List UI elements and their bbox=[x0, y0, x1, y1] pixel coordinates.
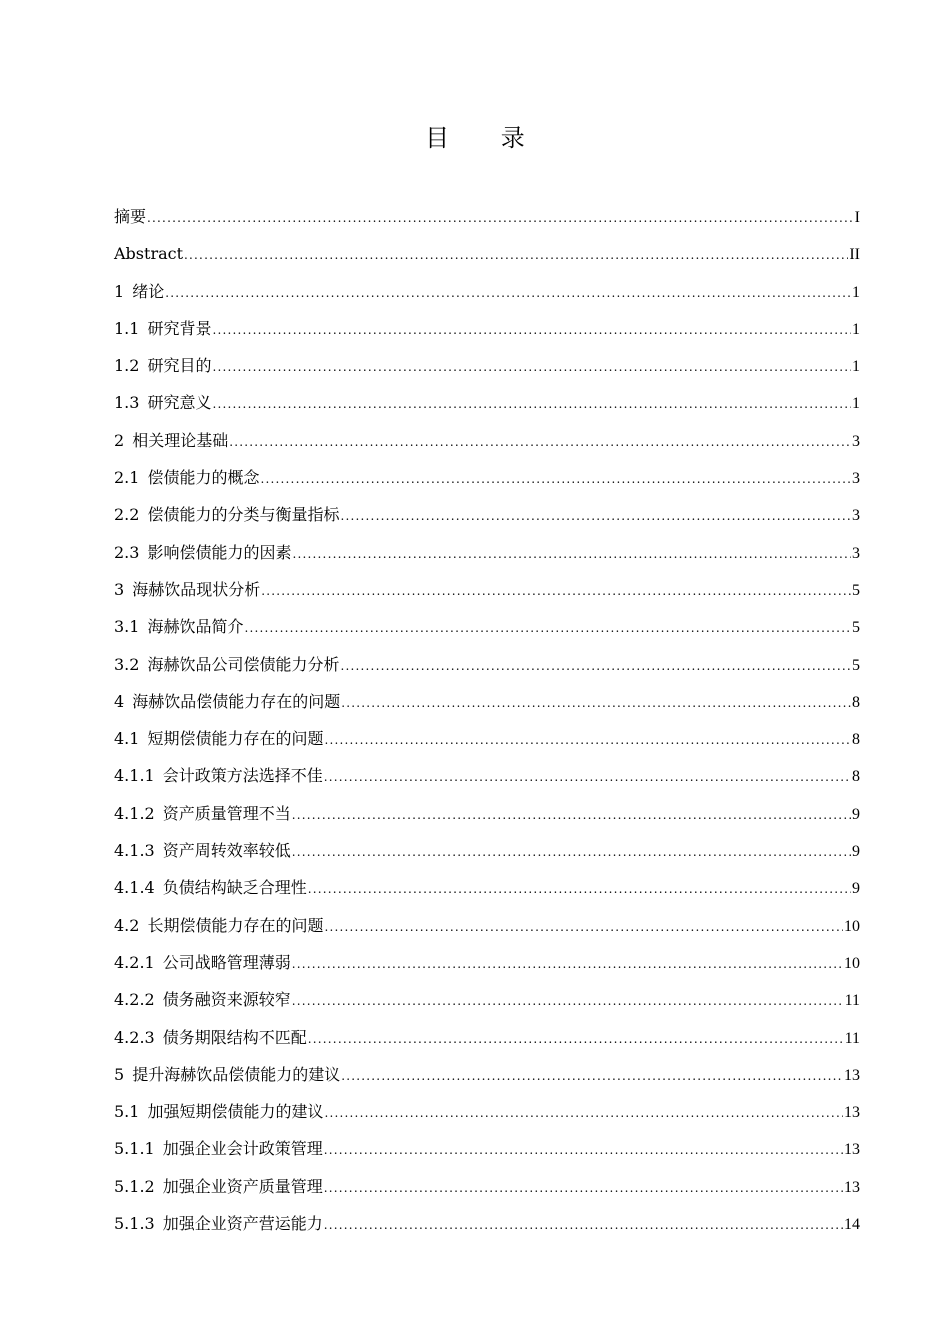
toc-entry-label bbox=[114, 1019, 307, 1056]
toc-entry-label bbox=[114, 273, 164, 310]
toc-entry-text: 偿债能力的分类与衡量指标 bbox=[147, 505, 340, 525]
toc-entry[interactable] bbox=[114, 720, 860, 757]
toc-entry-number: 5 bbox=[114, 1064, 125, 1084]
toc-entry-text: 加强企业资产营运能力 bbox=[162, 1214, 323, 1234]
toc-dot-leader bbox=[324, 1095, 843, 1132]
toc-page-number: 10 bbox=[844, 954, 860, 972]
toc-entry-label bbox=[114, 459, 259, 496]
toc-entry-label bbox=[114, 832, 291, 869]
toc-entry-number: 1.3 bbox=[114, 393, 140, 413]
toc-page-number: 5 bbox=[852, 619, 860, 637]
toc-page-number: 8 bbox=[852, 693, 860, 711]
toc-entry-number: 4.2.2 bbox=[114, 990, 155, 1010]
toc-entry-label bbox=[114, 608, 243, 645]
toc-entry-label bbox=[114, 1130, 323, 1167]
toc-dot-leader bbox=[341, 1058, 843, 1095]
toc-list bbox=[114, 198, 860, 1242]
toc-page-number: 13 bbox=[844, 1066, 860, 1084]
toc-entry-number: 4.2.3 bbox=[114, 1027, 155, 1047]
toc-dot-leader bbox=[261, 573, 851, 610]
toc-page-number: 1 bbox=[852, 320, 860, 338]
toc-dot-leader bbox=[292, 983, 844, 1020]
toc-entry-label bbox=[114, 310, 211, 347]
toc-dot-leader bbox=[212, 349, 851, 386]
toc-entry-text: 影响偿债能力的因素 bbox=[147, 542, 292, 562]
toc-entry-text: 会计政策方法选择不佳 bbox=[162, 766, 323, 786]
toc-entry[interactable] bbox=[114, 795, 860, 832]
toc-entry[interactable] bbox=[114, 1130, 860, 1167]
toc-page-number: 3 bbox=[852, 507, 860, 525]
toc-entry-text: 加强企业会计政策管理 bbox=[162, 1139, 323, 1159]
toc-entry-number: 4.1.4 bbox=[114, 878, 155, 898]
toc-page-number: 5 bbox=[852, 656, 860, 674]
toc-entry-number: 3.1 bbox=[114, 617, 140, 637]
toc-entry-number: 2.3 bbox=[114, 542, 140, 562]
toc-entry[interactable] bbox=[114, 347, 860, 384]
toc-entry[interactable] bbox=[114, 459, 860, 496]
toc-entry-text: 公司战略管理薄弱 bbox=[162, 952, 291, 972]
toc-dot-leader bbox=[324, 1170, 843, 1207]
toc-entry-label bbox=[114, 1205, 323, 1242]
toc-entry-text: 海赫饮品现状分析 bbox=[132, 579, 261, 599]
toc-entry-number: 4 bbox=[114, 691, 125, 711]
toc-entry-number: 1.1 bbox=[114, 318, 140, 338]
toc-entry-number: 4.1.1 bbox=[114, 766, 155, 786]
toc-page-number: 3 bbox=[852, 470, 860, 488]
toc-page-number: 5 bbox=[852, 581, 860, 599]
toc-entry[interactable] bbox=[114, 422, 860, 459]
toc-entry-label bbox=[114, 944, 291, 981]
toc-entry-label bbox=[114, 422, 228, 459]
toc-entry-text: 摘要 bbox=[114, 207, 147, 226]
toc-page-number: 3 bbox=[852, 432, 860, 450]
toc-dot-leader bbox=[308, 1021, 844, 1058]
toc-entry-text: 海赫饮品公司偿债能力分析 bbox=[147, 654, 340, 674]
toc-dot-leader bbox=[292, 946, 843, 983]
toc-entry-label bbox=[114, 571, 260, 608]
toc-entry-text: 相关理论基础 bbox=[132, 430, 229, 450]
toc-dot-leader bbox=[212, 312, 851, 349]
toc-page-number: II bbox=[849, 246, 860, 264]
toc-entry-number: 3.2 bbox=[114, 654, 140, 674]
toc-entry-text: 资产周转效率较低 bbox=[162, 841, 291, 861]
toc-entry-number: 5.1.3 bbox=[114, 1214, 155, 1234]
toc-entry-label bbox=[114, 534, 291, 571]
toc-entry[interactable] bbox=[114, 273, 860, 310]
toc-dot-leader bbox=[184, 237, 848, 274]
toc-dot-leader bbox=[292, 834, 851, 871]
toc-page-number: 1 bbox=[852, 358, 860, 376]
toc-page-number: 8 bbox=[852, 731, 860, 749]
toc-page-number: 11 bbox=[844, 992, 860, 1010]
toc-entry-number: 1.2 bbox=[114, 356, 140, 376]
toc-entry-text: 研究目的 bbox=[147, 356, 212, 376]
toc-entry[interactable] bbox=[114, 310, 860, 347]
toc-entry[interactable] bbox=[114, 571, 860, 608]
toc-entry[interactable] bbox=[114, 496, 860, 533]
toc-entry-label bbox=[114, 683, 340, 720]
toc-entry-text: 绪论 bbox=[132, 281, 165, 301]
toc-entry-text: 加强短期偿债能力的建议 bbox=[147, 1102, 324, 1122]
toc-entry[interactable] bbox=[114, 1019, 860, 1056]
toc-entry-number: 4.1.2 bbox=[114, 803, 155, 823]
toc-entry-label bbox=[114, 907, 323, 944]
toc-entry-text: 负债结构缺乏合理性 bbox=[162, 878, 307, 898]
toc-dot-leader bbox=[292, 797, 851, 834]
toc-dot-leader bbox=[340, 498, 851, 535]
toc-dot-leader bbox=[260, 461, 851, 498]
toc-title: 目 录 bbox=[425, 124, 547, 152]
toc-entry-number: 1 bbox=[114, 281, 125, 301]
toc-dot-leader bbox=[324, 1132, 843, 1169]
toc-entry[interactable] bbox=[114, 646, 860, 683]
toc-dot-leader bbox=[244, 610, 851, 647]
toc-entry[interactable] bbox=[114, 235, 860, 272]
toc-dot-leader bbox=[165, 275, 851, 312]
toc-dot-leader bbox=[292, 536, 851, 573]
toc-page-number: I bbox=[854, 209, 860, 226]
toc-entry-text: 研究背景 bbox=[147, 318, 212, 338]
toc-page-number: 13 bbox=[844, 1178, 860, 1196]
toc-page-number: 8 bbox=[852, 768, 860, 786]
toc-entry[interactable] bbox=[114, 981, 860, 1018]
toc-entry[interactable] bbox=[114, 1093, 860, 1130]
toc-entry-label bbox=[114, 496, 339, 533]
toc-entry-number: 3 bbox=[114, 579, 125, 599]
toc-dot-leader bbox=[212, 386, 851, 423]
toc-entry-text: 研究意义 bbox=[147, 393, 212, 413]
toc-dot-leader bbox=[308, 871, 851, 908]
toc-entry-text: Abstract bbox=[114, 244, 184, 264]
toc-entry-label bbox=[114, 757, 323, 794]
toc-page-number: 1 bbox=[852, 395, 860, 413]
toc-entry-label bbox=[114, 981, 291, 1018]
toc-entry-text: 债务融资来源较窄 bbox=[162, 990, 291, 1010]
toc-entry-number: 2.1 bbox=[114, 468, 140, 488]
toc-entry-label bbox=[114, 1093, 323, 1130]
toc-entry-label bbox=[114, 869, 307, 906]
toc-entry-text: 加强企业资产质量管理 bbox=[162, 1176, 323, 1196]
toc-page-number: 11 bbox=[844, 1029, 860, 1047]
toc-page-number: 9 bbox=[852, 805, 860, 823]
toc-entry[interactable] bbox=[114, 1168, 860, 1205]
toc-entry-label bbox=[114, 384, 211, 421]
toc-entry-text: 长期偿债能力存在的问题 bbox=[147, 915, 324, 935]
toc-entry-number: 4.1.3 bbox=[114, 841, 155, 861]
toc-dot-leader bbox=[341, 685, 851, 722]
toc-entry[interactable] bbox=[114, 757, 860, 794]
toc-entry-label bbox=[114, 1056, 340, 1093]
toc-entry-label bbox=[114, 347, 211, 384]
toc-entry-number: 4.2 bbox=[114, 915, 140, 935]
toc-entry[interactable] bbox=[114, 832, 860, 869]
toc-dot-leader bbox=[324, 722, 851, 759]
toc-entry-number: 4.1 bbox=[114, 729, 140, 749]
toc-page-number: 3 bbox=[852, 544, 860, 562]
toc-entry-label bbox=[114, 720, 323, 757]
toc-dot-leader bbox=[147, 200, 854, 237]
toc-entry-text: 提升海赫饮品偿债能力的建议 bbox=[132, 1064, 341, 1084]
toc-entry[interactable] bbox=[114, 869, 860, 906]
toc-entry-number: 4.2.1 bbox=[114, 952, 155, 972]
toc-entry-number: 5.1 bbox=[114, 1102, 140, 1122]
toc-entry[interactable] bbox=[114, 608, 860, 645]
toc-dot-leader bbox=[324, 1207, 843, 1244]
toc-entry-label bbox=[114, 646, 339, 683]
toc-entry[interactable] bbox=[114, 1205, 860, 1242]
toc-entry-text: 海赫饮品简介 bbox=[147, 617, 244, 637]
toc-entry-text: 偿债能力的概念 bbox=[147, 468, 260, 488]
toc-page-number: 1 bbox=[852, 283, 860, 301]
toc-dot-leader bbox=[324, 759, 851, 796]
toc-page-number: 9 bbox=[852, 880, 860, 898]
toc-page-number: 10 bbox=[844, 917, 860, 935]
toc-entry-label bbox=[114, 795, 291, 832]
toc-entry-text: 海赫饮品偿债能力存在的问题 bbox=[132, 691, 341, 711]
toc-entry-number: 2 bbox=[114, 430, 125, 450]
toc-dot-leader bbox=[229, 424, 851, 461]
toc-page-number: 9 bbox=[852, 843, 860, 861]
toc-page-number: 14 bbox=[844, 1216, 860, 1234]
toc-entry-number: 2.2 bbox=[114, 505, 140, 525]
toc-entry[interactable] bbox=[114, 534, 860, 571]
toc-page-number: 13 bbox=[844, 1141, 860, 1159]
toc-entry-number: 5.1.1 bbox=[114, 1139, 155, 1159]
toc-entry[interactable] bbox=[114, 198, 860, 235]
toc-entry[interactable] bbox=[114, 1056, 860, 1093]
toc-entry-text: 债务期限结构不匹配 bbox=[162, 1027, 307, 1047]
toc-entry-label bbox=[114, 198, 146, 235]
toc-entry-label bbox=[114, 235, 183, 272]
toc-entry[interactable] bbox=[114, 384, 860, 421]
toc-entry-label bbox=[114, 1168, 323, 1205]
toc-page-number: 13 bbox=[844, 1104, 860, 1122]
toc-dot-leader bbox=[340, 648, 851, 685]
toc-entry[interactable] bbox=[114, 944, 860, 981]
toc-entry[interactable] bbox=[114, 907, 860, 944]
toc-entry-number: 5.1.2 bbox=[114, 1176, 155, 1196]
toc-entry-text: 短期偿债能力存在的问题 bbox=[147, 729, 324, 749]
toc-entry[interactable] bbox=[114, 683, 860, 720]
toc-dot-leader bbox=[324, 909, 843, 946]
toc-entry-text: 资产质量管理不当 bbox=[162, 803, 291, 823]
